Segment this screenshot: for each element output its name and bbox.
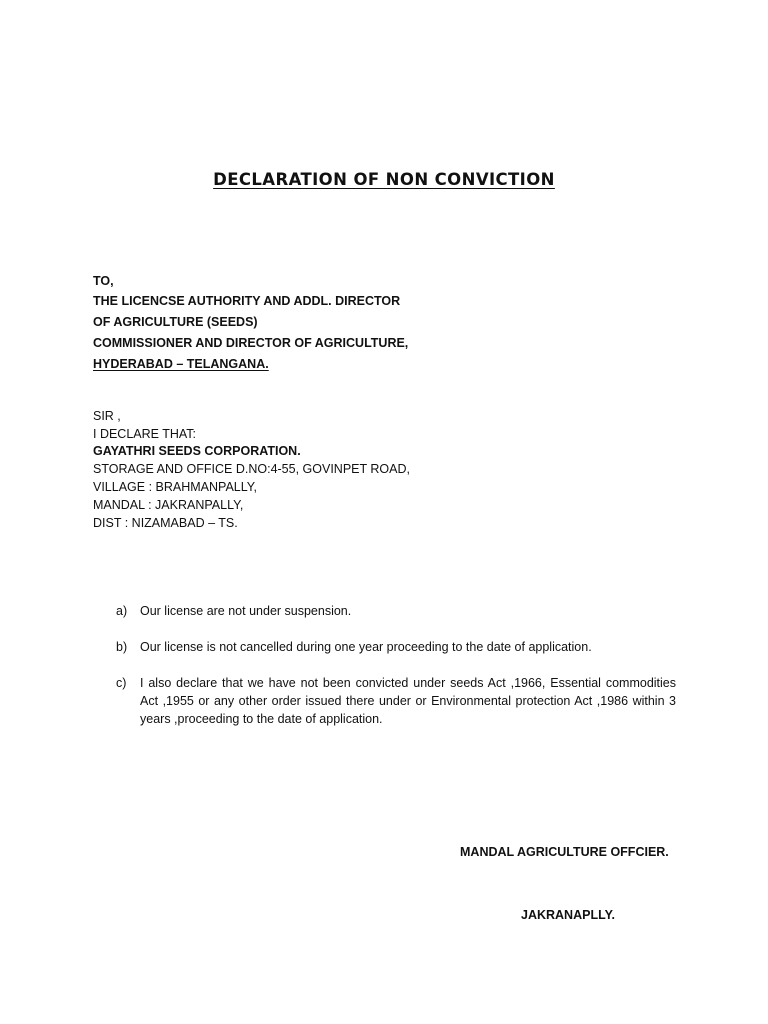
address-line-1: STORAGE AND OFFICE D.NO:4-55, GOVINPET ROAD, [93, 462, 410, 476]
signature-designation: MANDAL AGRICULTURE OFFCIER. [460, 845, 669, 859]
declaration-point-b [116, 638, 676, 656]
point-marker: a) [116, 604, 128, 618]
point-marker: c) [116, 676, 127, 690]
addressee-to: TO, [93, 274, 114, 288]
signature-place: JAKRANAPLLY. [521, 908, 616, 922]
point-text: I also declare that we have not been convicted under seeds Act ,1966, Essential commodities Act ,1955 or any other order issued there under or Environmental protection Act ,1986 within 3 years ,proceeding to the date of application. [140, 676, 676, 726]
address-line-2: VILLAGE : BRAHMANPALLY, [93, 480, 257, 494]
addressee-line-3: COMMISSIONER AND DIRECTOR OF AGRICULTURE, [93, 336, 409, 350]
document-title [0, 170, 768, 189]
addressee-line-4: HYDERABAD – TELANGANA. [93, 357, 269, 371]
addressee-line-1: THE LICENCSE AUTHORITY AND ADDL. DIRECTOR [93, 294, 401, 308]
declaration-point-a [116, 602, 676, 620]
salutation: SIR , [93, 409, 121, 423]
declare-line: I DECLARE THAT: [93, 427, 197, 441]
company-name: GAYATHRI SEEDS CORPORATION. [93, 444, 301, 458]
point-marker: b) [116, 640, 128, 654]
point-text: Our license are not under suspension. [140, 604, 352, 618]
address-line-3: MANDAL : JAKRANPALLY, [93, 498, 244, 512]
document-title-text: DECLARATION OF NON CONVICTION [213, 170, 555, 189]
declaration-point-c [116, 674, 676, 728]
address-line-4: DIST : NIZAMABAD – TS. [93, 516, 238, 530]
addressee-line-2: OF AGRICULTURE (SEEDS) [93, 315, 258, 329]
point-text: Our license is not cancelled during one year proceeding to the date of application. [140, 640, 592, 654]
